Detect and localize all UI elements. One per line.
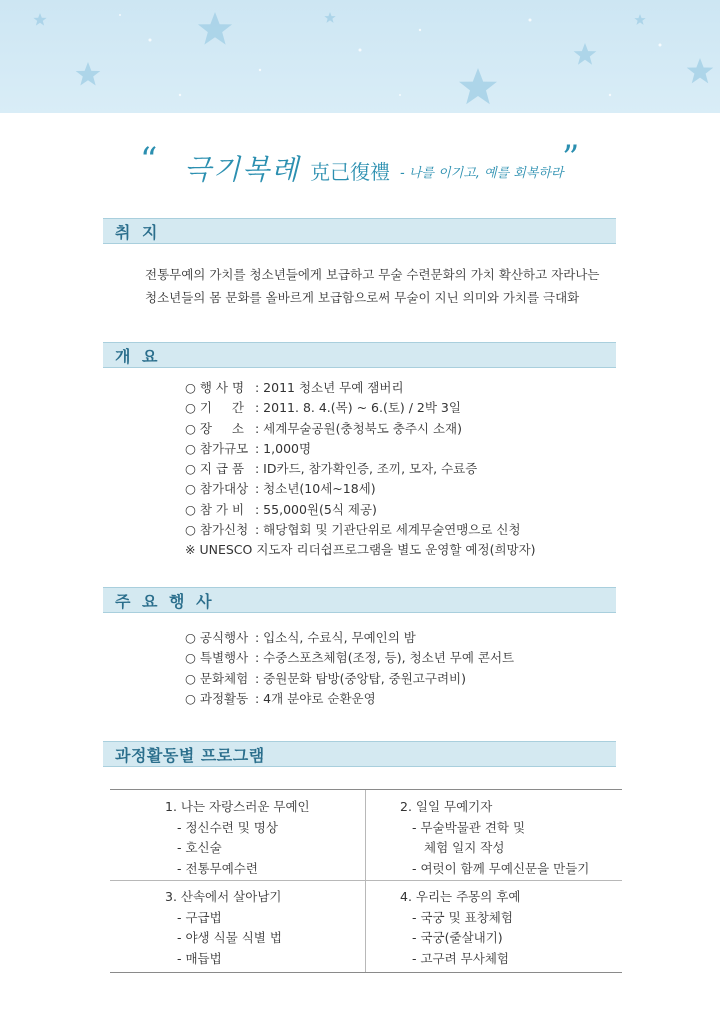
page-title — [140, 140, 600, 190]
title-hanja: 克己復禮 — [310, 160, 390, 184]
section-events-heading: 주 요 행 사 — [103, 587, 616, 613]
title-subtitle: - 나를 이기고, 예를 회복하라 — [400, 166, 564, 181]
program-cell-3: 3. 산속에서 살아남기 - 구급법 - 야생 식물 식별 법 - 매듭법 — [165, 889, 282, 966]
table-divider — [110, 880, 622, 881]
program-cell-1: 1. 나는 자랑스러운 무예인 - 정신수련 및 명상 - 호신술 - 전통무예수련 — [165, 799, 310, 876]
list-item: ○ 공식행사 : 입소식, 수료식, 무예인의 밤 — [185, 630, 416, 645]
list-item: ○ 지 급 품 : ID카드, 참가확인증, 조끼, 모자, 수료증 — [185, 461, 478, 477]
table-divider — [365, 790, 366, 972]
list-item: ○ 참 가 비 : 55,000원(5식 제공) — [185, 501, 377, 517]
section-programs-heading: 과정활동별 프로그램 — [103, 741, 616, 767]
list-item: ○ 과정활동 : 4개 분야로 순환운영 — [185, 690, 376, 706]
program-table — [110, 789, 622, 973]
events-list — [185, 628, 605, 709]
list-item: ○ 기 간 : 2011. 8. 4.(목) ~ 6.(토) / 2박 3일 — [185, 400, 461, 416]
program-cell-4: 4. 우리는 주몽의 후예 - 국궁 및 표창체험 - 국궁(줄살내기) - 고구려 무사체험 — [400, 889, 521, 966]
list-item: ○ 참가규모 : 1,000명 — [185, 440, 312, 456]
section-purpose-heading: 취 지 — [103, 218, 616, 244]
section-overview-heading: 개 요 — [103, 342, 616, 368]
list-item: ○ 행 사 명 : 2011 청소년 무예 잼버리 — [185, 380, 404, 395]
overview-note: ※ UNESCO 지도자 리더쉽프로그램을 별도 운영할 예정(희망자) — [185, 542, 536, 558]
header-banner — [0, 0, 720, 113]
program-cell-2: 2. 일일 무예기자 - 무술박물관 견학 및 체험 일지 작성 - 여럿이 함께 무예신문을 만들기 — [400, 799, 590, 876]
purpose-text — [145, 263, 605, 309]
open-quote: “ — [140, 140, 158, 180]
star-decoration-icon — [0, 0, 720, 113]
list-item: ○ 문화체험 : 중원문화 탐방(중앙탑, 중원고구려비) — [185, 670, 466, 686]
title-script: 극기복례 — [184, 153, 301, 186]
overview-list — [185, 378, 605, 561]
close-quote: ” — [562, 138, 580, 178]
purpose-line: 청소년들의 몸 문화를 올바르게 보급함으로써 무술이 지닌 의미와 가치를 극대화 — [145, 290, 580, 305]
list-item: ○ 특별행사 : 수중스포츠체험(조정, 등), 청소년 무예 콘서트 — [185, 650, 515, 666]
purpose-line: 전통무예의 가치를 청소년들에게 보급하고 무술 수련문화의 가치 확산하고 자라나는 — [145, 267, 600, 282]
list-item: ○ 참가신청 : 해당협회 및 기관단위로 세계무술연맹으로 신청 — [185, 522, 521, 538]
list-item: ○ 장 소 : 세계무술공원(충청북도 충주시 소재) — [185, 420, 463, 436]
list-item: ○ 참가대상 : 청소년(10세~18세) — [185, 481, 376, 497]
